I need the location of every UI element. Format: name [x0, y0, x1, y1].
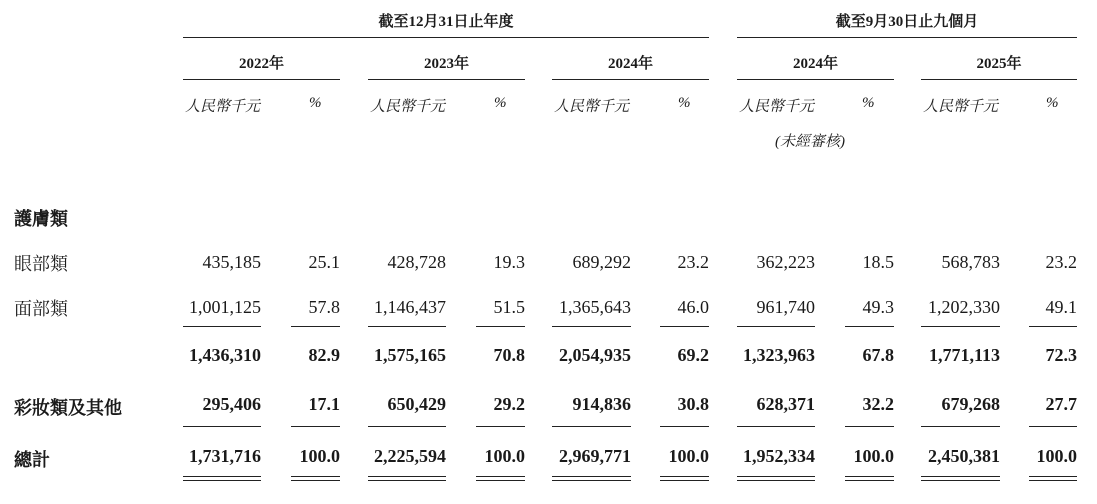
cell-subtotal-2023-pct: 70.8 — [493, 345, 525, 365]
cell-eye-2023-pct: 19.3 — [493, 252, 525, 272]
total-double-rule — [476, 476, 525, 481]
cell-face-2022-pct: 57.8 — [308, 297, 340, 317]
total-rule — [368, 426, 446, 427]
cell-makeup-9m2024-pct: 32.2 — [862, 394, 894, 414]
total-double-rule — [552, 476, 631, 481]
cell-face-2023-pct: 51.5 — [493, 297, 525, 317]
cell-face-2023-amount: 1,146,437 — [374, 297, 446, 317]
total-double-rule — [845, 476, 894, 481]
period-header-fy-rule — [183, 37, 709, 38]
cell-eye-9m2024-pct: 18.5 — [862, 252, 894, 272]
cell-total-2023-pct: 100.0 — [484, 446, 525, 466]
unit-amount: 人民幣千元 — [923, 99, 999, 115]
year-header: 2024年 — [607, 56, 653, 72]
cell-subtotal-9m2024-amount: 1,323,963 — [743, 345, 815, 365]
cell-face-2024-pct: 46.0 — [677, 297, 709, 317]
cell-total-2024-amount: 2,969,771 — [559, 446, 631, 466]
cell-eye-9m2024-amount: 362,223 — [756, 252, 815, 272]
row-label-total: 總計 — [14, 450, 50, 471]
subtotal-rule — [476, 326, 525, 327]
unit-pct: % — [1046, 95, 1059, 111]
total-rule — [552, 426, 631, 427]
total-rule — [1029, 426, 1077, 427]
cell-total-2024-pct: 100.0 — [668, 446, 709, 466]
subtotal-rule — [552, 326, 631, 327]
cell-total-9m2025-amount: 2,450,381 — [928, 446, 1000, 466]
total-rule — [737, 426, 815, 427]
unit-pct: % — [678, 95, 691, 111]
cell-makeup-2022-pct: 17.1 — [308, 394, 340, 414]
section-heading-skincare: 護膚類 — [14, 209, 68, 230]
subtotal-rule — [291, 326, 340, 327]
total-rule — [660, 426, 709, 427]
total-double-rule — [921, 476, 1000, 481]
total-double-rule — [737, 476, 815, 481]
cell-eye-2024-amount: 689,292 — [572, 252, 631, 272]
period-header-fy: 截至12月31日止年度 — [378, 14, 514, 30]
cell-subtotal-2024-amount: 2,054,935 — [559, 345, 631, 365]
total-rule — [476, 426, 525, 427]
total-rule — [845, 426, 894, 427]
cell-face-9m2025-amount: 1,202,330 — [928, 297, 1000, 317]
cell-eye-9m2025-amount: 568,783 — [941, 252, 1000, 272]
subtotal-rule — [368, 326, 446, 327]
year-header-rule — [368, 79, 525, 80]
cell-subtotal-2023-amount: 1,575,165 — [374, 345, 446, 365]
cell-total-9m2024-amount: 1,952,334 — [743, 446, 815, 466]
total-double-rule — [291, 476, 340, 481]
cell-makeup-2023-amount: 650,429 — [387, 394, 446, 414]
cell-face-2024-amount: 1,365,643 — [559, 297, 631, 317]
subtotal-rule — [183, 326, 261, 327]
cell-subtotal-9m2025-pct: 72.3 — [1045, 345, 1077, 365]
cell-makeup-2023-pct: 29.2 — [493, 394, 525, 414]
cell-subtotal-2022-amount: 1,436,310 — [189, 345, 261, 365]
period-header-9m: 截至9月30日止九個月 — [835, 14, 979, 30]
subtotal-rule — [845, 326, 894, 327]
total-rule — [291, 426, 340, 427]
unit-pct: % — [862, 95, 875, 111]
unit-amount: 人民幣千元 — [185, 99, 261, 115]
cell-subtotal-2024-pct: 69.2 — [677, 345, 709, 365]
unaudited-note: (未經審核) — [775, 134, 845, 150]
cell-face-9m2024-amount: 961,740 — [756, 297, 815, 317]
row-label-face: 面部類 — [14, 299, 68, 320]
subtotal-rule — [921, 326, 1000, 327]
cell-subtotal-2022-pct: 82.9 — [308, 345, 340, 365]
subtotal-rule — [737, 326, 815, 327]
cell-eye-2023-amount: 428,728 — [387, 252, 446, 272]
unit-pct: % — [309, 95, 322, 111]
total-double-rule — [368, 476, 446, 481]
cell-eye-2022-amount: 435,185 — [202, 252, 261, 272]
year-header: 2025年 — [976, 56, 1022, 72]
subtotal-rule — [1029, 326, 1077, 327]
unit-amount: 人民幣千元 — [370, 99, 446, 115]
cell-total-9m2025-pct: 100.0 — [1036, 446, 1077, 466]
year-header: 2023年 — [423, 56, 469, 72]
cell-total-2023-amount: 2,225,594 — [374, 446, 446, 466]
cell-total-9m2024-pct: 100.0 — [853, 446, 894, 466]
cell-total-2022-pct: 100.0 — [299, 446, 340, 466]
cell-eye-2022-pct: 25.1 — [308, 252, 340, 272]
total-rule — [183, 426, 261, 427]
cell-face-2022-amount: 1,001,125 — [189, 297, 261, 317]
cell-makeup-2024-pct: 30.8 — [677, 394, 709, 414]
cell-total-2022-amount: 1,731,716 — [189, 446, 261, 466]
cell-makeup-9m2024-amount: 628,371 — [756, 394, 815, 414]
cell-subtotal-9m2024-pct: 67.8 — [862, 345, 894, 365]
total-rule — [921, 426, 1000, 427]
period-header-9m-rule — [737, 37, 1077, 38]
unit-amount: 人民幣千元 — [554, 99, 630, 115]
year-header-rule — [183, 79, 340, 80]
cell-face-9m2024-pct: 49.3 — [862, 297, 894, 317]
unit-amount: 人民幣千元 — [739, 99, 815, 115]
year-header-rule — [552, 79, 709, 80]
year-header: 2022年 — [238, 56, 284, 72]
total-double-rule — [183, 476, 261, 481]
cell-makeup-9m2025-amount: 679,268 — [941, 394, 1000, 414]
year-header: 2024年 — [792, 56, 838, 72]
subtotal-rule — [660, 326, 709, 327]
total-double-rule — [1029, 476, 1077, 481]
cell-eye-2024-pct: 23.2 — [677, 252, 709, 272]
cell-eye-9m2025-pct: 23.2 — [1045, 252, 1077, 272]
row-label-eye: 眼部類 — [14, 254, 68, 275]
cell-makeup-9m2025-pct: 27.7 — [1045, 394, 1077, 414]
year-header-rule — [921, 79, 1077, 80]
cell-subtotal-9m2025-amount: 1,771,113 — [928, 345, 1000, 365]
cell-makeup-2022-amount: 295,406 — [202, 394, 261, 414]
cell-face-9m2025-pct: 49.1 — [1045, 297, 1077, 317]
row-label-makeup: 彩妝類及其他 — [14, 398, 122, 419]
total-double-rule — [660, 476, 709, 481]
unit-pct: % — [494, 95, 507, 111]
year-header-rule — [737, 79, 894, 80]
cell-makeup-2024-amount: 914,836 — [572, 394, 631, 414]
